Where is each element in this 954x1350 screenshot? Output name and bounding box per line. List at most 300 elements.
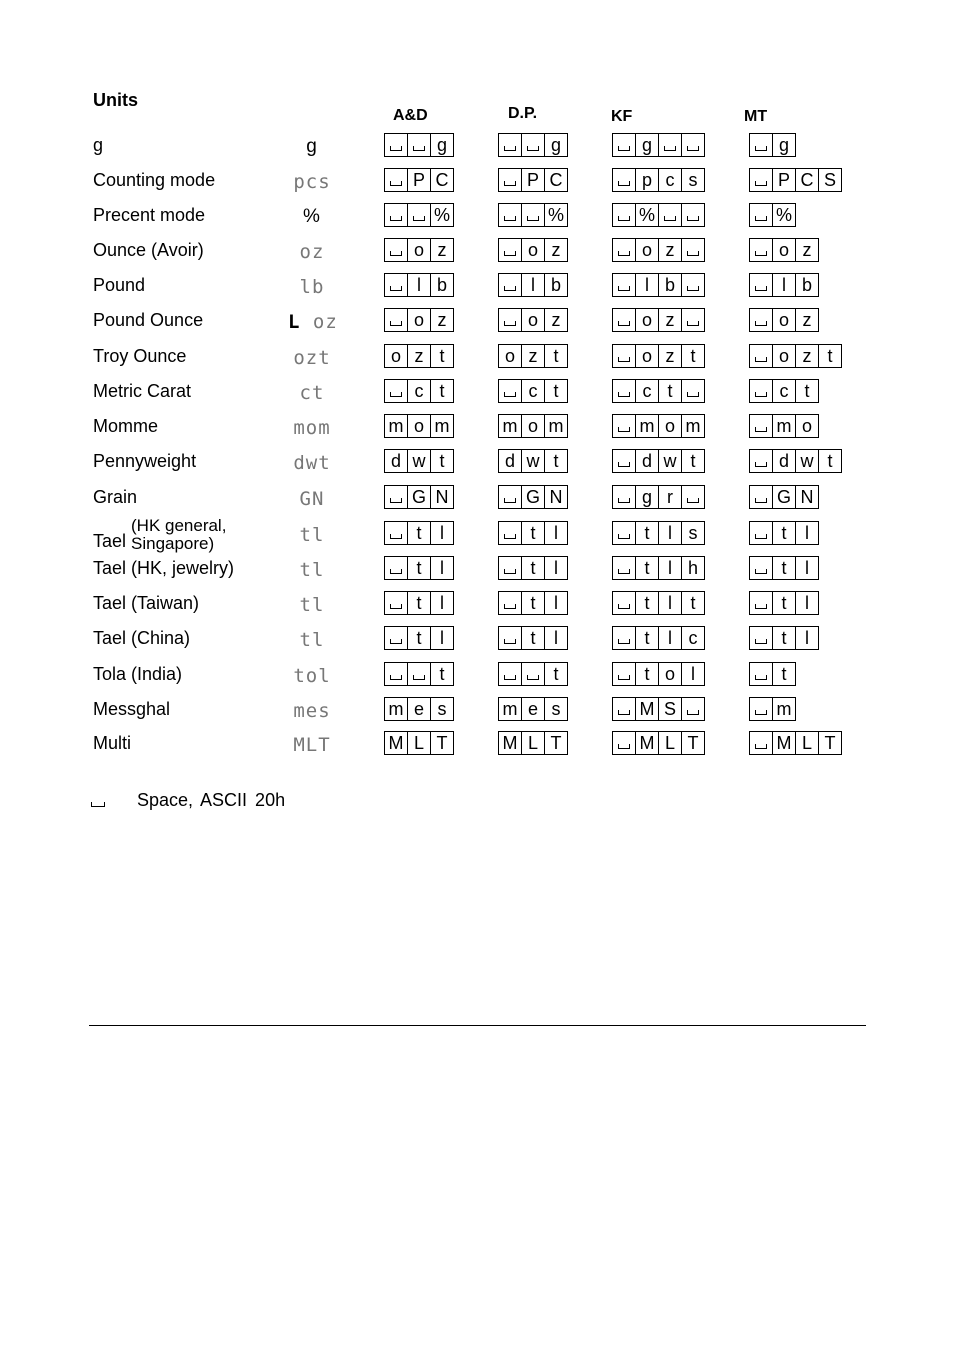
unit-name: g xyxy=(93,135,104,155)
char-cell: o xyxy=(521,308,545,332)
char-cell: G xyxy=(407,485,431,509)
space-symbol-icon xyxy=(413,675,425,680)
char-cell: o xyxy=(772,238,796,262)
space-symbol-icon xyxy=(504,146,516,151)
space-cell xyxy=(749,273,773,297)
space-symbol-icon xyxy=(618,675,630,680)
space-symbol-icon xyxy=(687,251,699,256)
space-symbol-icon xyxy=(755,181,767,186)
char-cell: L xyxy=(658,731,682,755)
format-cells-kf xyxy=(612,238,705,262)
char-cell: o xyxy=(407,308,431,332)
char-cell: b xyxy=(795,273,819,297)
space-symbol-icon xyxy=(413,146,425,151)
space-symbol-icon xyxy=(755,744,767,749)
space-cell xyxy=(498,379,522,403)
unit-name-sub: (HK general, Singapore) xyxy=(131,516,227,553)
space-symbol-icon xyxy=(618,357,630,362)
format-cells-mt xyxy=(749,168,842,192)
char-cell: s xyxy=(544,697,568,721)
space-symbol-icon xyxy=(390,216,402,221)
char-cell: T xyxy=(544,731,568,755)
char-cell: h xyxy=(681,556,705,580)
unit-name: Ounce (Avoir) xyxy=(93,240,204,260)
space-cell xyxy=(384,203,408,227)
space-cell xyxy=(384,591,408,615)
char-cell: z xyxy=(544,308,568,332)
space-symbol-icon xyxy=(504,675,516,680)
char-cell: l xyxy=(430,626,454,650)
char-cell: z xyxy=(430,238,454,262)
format-cells-dp xyxy=(498,591,568,615)
space-symbol-icon xyxy=(390,604,402,609)
unit-row xyxy=(0,591,954,619)
char-cell: t xyxy=(795,379,819,403)
unit-row xyxy=(0,414,954,442)
space-cell xyxy=(384,379,408,403)
space-cell xyxy=(612,168,636,192)
char-cell: m xyxy=(384,414,408,438)
format-cells-kf xyxy=(612,591,705,615)
unit-name: Tola (India) xyxy=(93,664,183,684)
space-cell xyxy=(612,344,636,368)
format-cells-ad xyxy=(384,344,454,368)
space-cell xyxy=(407,203,431,227)
space-symbol-icon xyxy=(618,534,630,539)
char-cell: M xyxy=(635,731,659,755)
space-symbol-icon xyxy=(504,321,516,326)
format-cells-ad xyxy=(384,203,454,227)
char-cell: t xyxy=(544,379,568,403)
space-symbol-icon xyxy=(618,710,630,715)
format-cells-dp xyxy=(498,731,568,755)
space-symbol-icon xyxy=(618,181,630,186)
char-cell: m xyxy=(681,414,705,438)
space-cell xyxy=(749,379,773,403)
unit-row xyxy=(0,485,954,513)
char-cell: N xyxy=(795,485,819,509)
char-cell: g xyxy=(544,133,568,157)
space-cell xyxy=(521,133,545,157)
char-cell: m xyxy=(544,414,568,438)
space-cell xyxy=(681,379,705,403)
char-cell: L xyxy=(521,731,545,755)
char-cell: l xyxy=(681,662,705,686)
unit-row xyxy=(0,308,954,336)
char-cell: d xyxy=(498,449,522,473)
char-cell: m xyxy=(498,697,522,721)
char-cell: w xyxy=(795,449,819,473)
format-cells-mt xyxy=(749,626,819,650)
space-cell xyxy=(681,238,705,262)
format-cells-ad xyxy=(384,697,454,721)
space-cell xyxy=(384,485,408,509)
space-symbol-icon xyxy=(504,604,516,609)
char-cell: z xyxy=(658,308,682,332)
space-symbol-icon xyxy=(504,286,516,291)
format-cells-mt xyxy=(749,731,842,755)
space-cell xyxy=(612,556,636,580)
char-cell: b xyxy=(544,273,568,297)
char-cell: t xyxy=(681,344,705,368)
unit-name: Multi xyxy=(93,733,132,753)
format-cells-kf xyxy=(612,273,705,297)
space-symbol-icon xyxy=(687,498,699,503)
char-cell: z xyxy=(407,344,431,368)
char-cell: g xyxy=(430,133,454,157)
format-cells-ad xyxy=(384,168,454,192)
char-cell: c xyxy=(681,626,705,650)
char-cell: o xyxy=(635,344,659,368)
char-cell: t xyxy=(818,344,842,368)
char-cell: % xyxy=(635,203,659,227)
char-cell: t xyxy=(521,521,545,545)
char-cell: b xyxy=(658,273,682,297)
format-cells-kf xyxy=(612,168,705,192)
char-cell: t xyxy=(544,344,568,368)
char-cell: m xyxy=(498,414,522,438)
space-symbol-icon xyxy=(618,639,630,644)
space-symbol-icon xyxy=(687,321,699,326)
space-cell xyxy=(749,591,773,615)
space-symbol-icon xyxy=(755,146,767,151)
char-cell: o xyxy=(407,414,431,438)
space-cell xyxy=(384,238,408,262)
space-cell xyxy=(658,203,682,227)
space-cell xyxy=(498,521,522,545)
space-symbol-icon xyxy=(755,569,767,574)
unit-name: Pennyweight xyxy=(93,451,197,471)
space-symbol-icon xyxy=(504,534,516,539)
format-cells-kf xyxy=(612,662,705,686)
format-cells-ad xyxy=(384,662,454,686)
char-cell: o xyxy=(772,308,796,332)
format-cells-dp xyxy=(498,133,568,157)
space-cell xyxy=(407,133,431,157)
space-cell xyxy=(749,556,773,580)
space-symbol-icon xyxy=(755,675,767,680)
space-cell xyxy=(749,133,773,157)
char-cell: l xyxy=(430,521,454,545)
space-symbol-icon xyxy=(390,675,402,680)
char-cell: o xyxy=(658,414,682,438)
char-cell: t xyxy=(681,449,705,473)
char-cell: z xyxy=(795,308,819,332)
char-cell: g xyxy=(635,133,659,157)
char-cell: t xyxy=(635,591,659,615)
unit-name: Pound xyxy=(93,275,146,295)
space-cell xyxy=(681,697,705,721)
display-symbol: tl xyxy=(299,559,325,581)
column-header-dp: D.P. xyxy=(508,105,538,122)
format-cells-ad xyxy=(384,414,454,438)
space-cell xyxy=(681,485,705,509)
format-cells-kf xyxy=(612,308,705,332)
unit-row xyxy=(0,379,954,407)
format-cells-dp xyxy=(498,203,568,227)
char-cell: o xyxy=(498,344,522,368)
space-cell xyxy=(384,662,408,686)
char-cell: S xyxy=(658,697,682,721)
char-cell: l xyxy=(544,591,568,615)
space-symbol-icon xyxy=(687,710,699,715)
display-symbol: MLT xyxy=(293,734,331,756)
display-symbol: mes xyxy=(293,700,331,722)
unit-row xyxy=(0,556,954,584)
space-cell xyxy=(498,662,522,686)
space-symbol-icon xyxy=(390,321,402,326)
format-cells-dp xyxy=(498,168,568,192)
format-cells-dp xyxy=(498,344,568,368)
format-cells-kf xyxy=(612,731,705,755)
char-cell: P xyxy=(772,168,796,192)
space-cell xyxy=(498,485,522,509)
char-cell: l xyxy=(658,556,682,580)
unit-row xyxy=(0,168,954,196)
char-cell: t xyxy=(407,626,431,650)
format-cells-ad xyxy=(384,308,454,332)
unit-name: Momme xyxy=(93,416,159,436)
unit-row xyxy=(0,516,954,553)
char-cell: w xyxy=(521,449,545,473)
space-symbol-icon xyxy=(755,534,767,539)
char-cell: C xyxy=(795,168,819,192)
format-cells-ad xyxy=(384,238,454,262)
space-cell xyxy=(749,449,773,473)
space-cell xyxy=(612,662,636,686)
format-cells-ad xyxy=(384,133,454,157)
display-symbol xyxy=(288,311,336,333)
display-symbol: tol xyxy=(293,665,331,687)
char-cell: o xyxy=(635,308,659,332)
char-cell: t xyxy=(521,556,545,580)
space-cell xyxy=(612,273,636,297)
char-cell: t xyxy=(521,591,545,615)
char-cell: s xyxy=(681,521,705,545)
char-cell: M xyxy=(635,697,659,721)
space-symbol-icon xyxy=(618,569,630,574)
space-symbol-icon xyxy=(390,569,402,574)
char-cell: t xyxy=(635,626,659,650)
space-cell xyxy=(749,485,773,509)
format-cells-mt xyxy=(749,662,796,686)
char-cell: c xyxy=(772,379,796,403)
format-cells-mt xyxy=(749,591,819,615)
char-cell: l xyxy=(772,273,796,297)
space-cell xyxy=(681,133,705,157)
char-cell: w xyxy=(407,449,431,473)
char-cell: t xyxy=(772,521,796,545)
display-symbol: tl xyxy=(299,629,325,651)
space-cell xyxy=(407,662,431,686)
char-cell: r xyxy=(658,485,682,509)
char-cell: t xyxy=(635,556,659,580)
format-cells-dp xyxy=(498,697,568,721)
display-symbol: ozt xyxy=(293,347,331,369)
space-symbol-icon xyxy=(755,286,767,291)
char-cell: l xyxy=(658,626,682,650)
space-cell xyxy=(521,662,545,686)
horizontal-rule xyxy=(89,1025,866,1026)
space-symbol-icon xyxy=(618,744,630,749)
char-cell: % xyxy=(430,203,454,227)
char-cell: o xyxy=(384,344,408,368)
space-cell xyxy=(498,556,522,580)
space-cell xyxy=(612,238,636,262)
format-cells-dp xyxy=(498,308,568,332)
space-symbol-icon xyxy=(755,251,767,256)
space-cell xyxy=(498,273,522,297)
space-symbol-icon xyxy=(390,286,402,291)
column-header-kf: KF xyxy=(611,108,633,125)
format-cells-ad xyxy=(384,591,454,615)
char-cell: l xyxy=(795,591,819,615)
char-cell: m xyxy=(384,697,408,721)
space-cell xyxy=(612,731,636,755)
format-cells-mt xyxy=(749,697,796,721)
space-cell xyxy=(749,168,773,192)
unit-name-main: Tael xyxy=(93,531,127,551)
space-cell xyxy=(658,133,682,157)
char-cell: e xyxy=(521,697,545,721)
format-cells-mt xyxy=(749,133,796,157)
char-cell: c xyxy=(407,379,431,403)
char-cell: o xyxy=(407,238,431,262)
char-cell: g xyxy=(772,133,796,157)
char-cell: L xyxy=(407,731,431,755)
unit-row xyxy=(0,273,954,301)
char-cell: t xyxy=(772,626,796,650)
format-cells-mt xyxy=(749,521,819,545)
unit-name: Pound Ounce xyxy=(93,310,204,330)
space-symbol-icon xyxy=(618,498,630,503)
display-symbol: % xyxy=(303,206,321,227)
format-cells-dp xyxy=(498,414,568,438)
format-cells-kf xyxy=(612,379,705,403)
char-cell: c xyxy=(635,379,659,403)
space-cell xyxy=(612,485,636,509)
char-cell: t xyxy=(772,662,796,686)
char-cell: o xyxy=(658,662,682,686)
space-symbol-icon xyxy=(504,569,516,574)
space-symbol-icon xyxy=(755,498,767,503)
char-cell: t xyxy=(407,521,431,545)
char-cell: t xyxy=(430,662,454,686)
format-cells-mt xyxy=(749,379,819,403)
space-cell xyxy=(612,697,636,721)
space-cell xyxy=(612,521,636,545)
char-cell: T xyxy=(681,731,705,755)
space-symbol-icon xyxy=(664,216,676,221)
space-cell xyxy=(612,449,636,473)
space-symbol-icon xyxy=(504,216,516,221)
char-cell: m xyxy=(430,414,454,438)
format-cells-dp xyxy=(498,379,568,403)
space-cell xyxy=(384,521,408,545)
space-symbol-icon xyxy=(91,802,105,807)
char-cell: P xyxy=(521,168,545,192)
format-cells-mt xyxy=(749,414,819,438)
char-cell: s xyxy=(681,168,705,192)
space-symbol-icon xyxy=(618,251,630,256)
space-cell xyxy=(612,379,636,403)
format-cells-ad xyxy=(384,379,454,403)
space-cell xyxy=(384,556,408,580)
space-symbol-icon xyxy=(618,321,630,326)
char-cell: C xyxy=(544,168,568,192)
space-symbol-icon xyxy=(618,427,630,432)
char-cell: z xyxy=(521,344,545,368)
space-symbol-icon xyxy=(504,251,516,256)
char-cell: T xyxy=(430,731,454,755)
unit-row xyxy=(0,731,954,759)
char-cell: t xyxy=(521,626,545,650)
space-cell xyxy=(498,626,522,650)
char-cell: T xyxy=(818,731,842,755)
space-symbol-icon xyxy=(504,498,516,503)
char-cell: g xyxy=(635,485,659,509)
unit-name: Tael (China) xyxy=(93,628,191,648)
format-cells-ad xyxy=(384,449,454,473)
char-cell: S xyxy=(818,168,842,192)
char-cell: t xyxy=(772,556,796,580)
format-cells-kf xyxy=(612,521,705,545)
format-cells-dp xyxy=(498,626,568,650)
format-cells-mt xyxy=(749,273,819,297)
format-cells-kf xyxy=(612,626,705,650)
char-cell: w xyxy=(658,449,682,473)
format-cells-dp xyxy=(498,485,568,509)
char-cell: z xyxy=(544,238,568,262)
unit-name: Troy Ounce xyxy=(93,346,187,366)
space-symbol-icon xyxy=(618,146,630,151)
char-cell: l xyxy=(795,626,819,650)
space-symbol-icon xyxy=(687,216,699,221)
format-cells-ad xyxy=(384,273,454,297)
space-cell xyxy=(612,133,636,157)
unit-row xyxy=(0,449,954,477)
space-symbol-icon xyxy=(618,286,630,291)
format-cells-mt xyxy=(749,344,842,368)
char-cell: M xyxy=(384,731,408,755)
unit-row xyxy=(0,662,954,690)
display-symbol: tl xyxy=(299,594,325,616)
char-cell: d xyxy=(772,449,796,473)
format-cells-kf xyxy=(612,556,705,580)
char-cell: l xyxy=(407,273,431,297)
char-cell: z xyxy=(795,344,819,368)
space-symbol-icon xyxy=(755,392,767,397)
unit-name: Messghal xyxy=(93,699,171,719)
display-symbol: tl xyxy=(299,524,325,546)
space-cell xyxy=(498,168,522,192)
display-symbol: pcs xyxy=(293,171,331,193)
space-cell xyxy=(749,731,773,755)
column-header-ad: A&D xyxy=(393,107,428,124)
unit-name: Metric Carat xyxy=(93,381,192,401)
space-symbol-icon xyxy=(618,604,630,609)
unit-name: Precent mode xyxy=(93,205,206,225)
char-cell: m xyxy=(772,414,796,438)
display-symbol: mom xyxy=(293,417,331,439)
char-cell: t xyxy=(407,591,431,615)
legend-text: Space, ASCII 20h xyxy=(137,790,286,810)
char-cell: t xyxy=(544,449,568,473)
format-cells-kf xyxy=(612,485,705,509)
char-cell: d xyxy=(635,449,659,473)
display-symbol: lb xyxy=(299,276,325,298)
format-cells-dp xyxy=(498,238,568,262)
